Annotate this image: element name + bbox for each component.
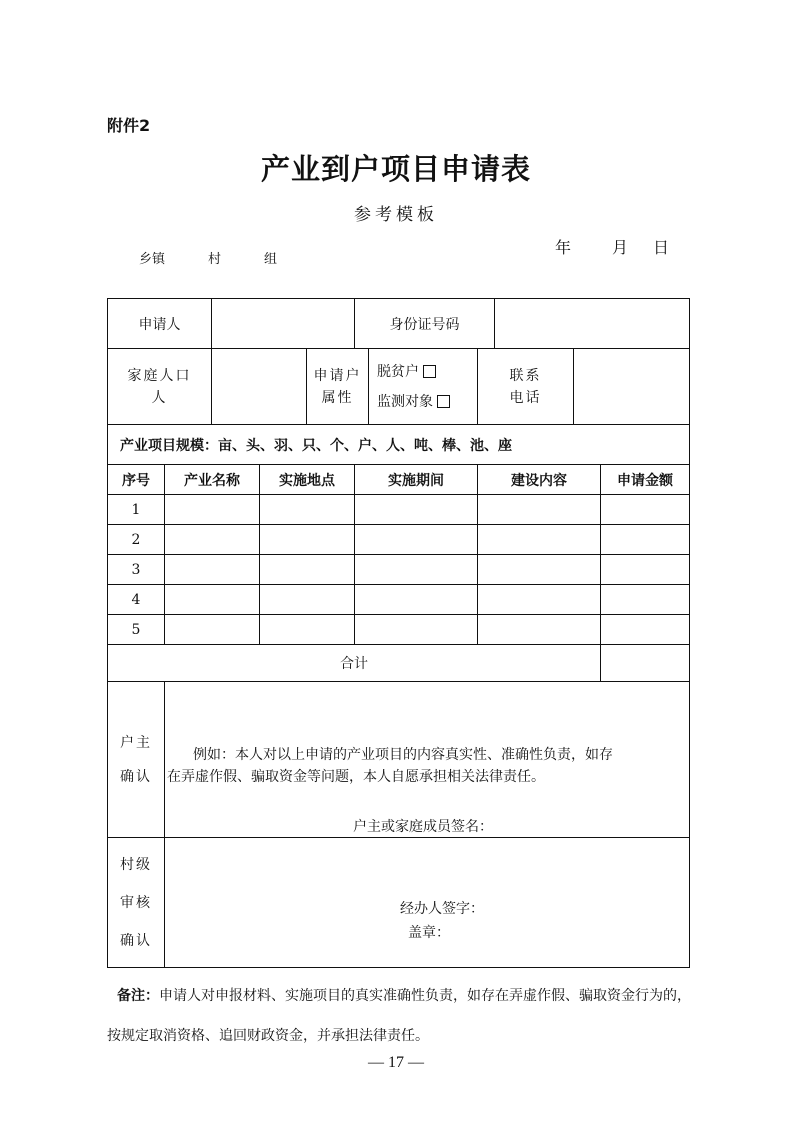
village-review-label-line1: 村级 [120, 856, 152, 873]
handler-signature-label: 经办人签字： [400, 901, 484, 917]
household-confirm-label-line1: 户主 [120, 734, 152, 751]
option-monitoring[interactable] [377, 394, 450, 410]
col-header-amount: 申请金额 [601, 465, 690, 495]
period-cell[interactable] [355, 555, 478, 585]
id-number-field[interactable] [495, 299, 690, 349]
project-header-row [108, 465, 690, 495]
col-header-serial: 序号 [108, 465, 165, 495]
phone-label-line1: 联系 [509, 367, 542, 384]
table-row [108, 555, 690, 585]
village-review-label [108, 838, 165, 968]
content-cell[interactable] [478, 525, 601, 555]
scale-row [108, 425, 690, 465]
seal-label: 盖章： [408, 925, 450, 941]
phone-label [478, 349, 574, 425]
col-header-period: 实施期间 [355, 465, 478, 495]
total-label: 合计 [108, 645, 601, 682]
page-number: — 17 — [368, 1054, 424, 1071]
household-population-label-line2: 人 [151, 389, 168, 406]
serial-cell: 5 [108, 615, 165, 645]
content-cell[interactable] [478, 585, 601, 615]
col-header-content: 建设内容 [478, 465, 601, 495]
applicant-attribute-label [307, 349, 369, 425]
day-label: 日 [653, 238, 670, 257]
industry-name-cell[interactable] [165, 585, 260, 615]
location-cell[interactable] [260, 615, 355, 645]
remark-text: 申请人对申报材料、实施项目的真实准确性负责，如存在弄虚作假、骗取资金行为的，按规定取消资格、追回财政资金，并承担法律责任。 [107, 988, 691, 1044]
location-cell[interactable] [260, 495, 355, 525]
location-cell[interactable] [260, 555, 355, 585]
industry-name-cell[interactable] [165, 495, 260, 525]
table-row [108, 615, 690, 645]
village-label: 村 [208, 252, 222, 267]
id-number-label: 身份证号码 [355, 299, 495, 349]
township-label: 乡镇 [139, 252, 166, 267]
attribute-options [369, 349, 478, 425]
year-label: 年 [555, 238, 572, 257]
remark-note [107, 976, 692, 1056]
amount-cell[interactable] [601, 615, 690, 645]
phone-label-line2: 电话 [509, 389, 542, 406]
month-label: 月 [612, 238, 629, 257]
household-population-label [108, 349, 212, 425]
form-title: 产业到户项目申请表 [260, 152, 531, 186]
location-cell[interactable] [260, 585, 355, 615]
period-cell[interactable] [355, 525, 478, 555]
household-confirm-content [165, 682, 690, 838]
col-header-location: 实施地点 [260, 465, 355, 495]
applicant-row [108, 299, 690, 349]
industry-name-cell[interactable] [165, 525, 260, 555]
serial-cell: 2 [108, 525, 165, 555]
village-review-label-line3: 确认 [120, 932, 152, 949]
option-poverty-relief-label: 脱贫户 [377, 363, 420, 380]
project-scale-units: 产业项目规模：亩、头、羽、只、个、户、人、吨、棒、池、座 [108, 425, 690, 465]
content-cell[interactable] [478, 555, 601, 585]
applicant-field[interactable] [212, 299, 355, 349]
option-monitoring-label: 监测对象 [377, 393, 434, 410]
household-confirm-label [108, 682, 165, 838]
household-population-field[interactable] [212, 349, 307, 425]
table-row [108, 585, 690, 615]
table-row [108, 495, 690, 525]
village-review-label-line2: 审核 [120, 894, 152, 911]
table-row [108, 525, 690, 555]
industry-name-cell[interactable] [165, 615, 260, 645]
applicant-label: 申请人 [108, 299, 212, 349]
serial-cell: 3 [108, 555, 165, 585]
amount-cell[interactable] [601, 525, 690, 555]
period-cell[interactable] [355, 495, 478, 525]
col-header-industry-name: 产业名称 [165, 465, 260, 495]
poverty-relief-checkbox[interactable] [423, 365, 436, 378]
location-cell[interactable] [260, 525, 355, 555]
option-poverty-relief[interactable] [377, 364, 436, 380]
form-subtitle: 参考模板 [354, 205, 438, 225]
content-cell[interactable] [478, 615, 601, 645]
period-cell[interactable] [355, 615, 478, 645]
amount-cell[interactable] [601, 555, 690, 585]
amount-cell[interactable] [601, 585, 690, 615]
serial-cell: 1 [108, 495, 165, 525]
content-cell[interactable] [478, 495, 601, 525]
serial-cell: 4 [108, 585, 165, 615]
household-population-label-line1: 家庭人口 [127, 367, 192, 384]
household-row [108, 349, 690, 425]
industry-name-cell[interactable] [165, 555, 260, 585]
attachment-label: 附件2 [107, 116, 151, 135]
total-row [108, 645, 690, 682]
phone-field[interactable] [574, 349, 690, 425]
declaration-line-1: 例如：本人对以上申请的产业项目的内容真实性、准确性负责，如存 [193, 747, 613, 763]
attribute-label-line1: 申请户 [313, 367, 362, 384]
declaration-line-2: 在弄虚作假、骗取资金等问题，本人自愿承担相关法律责任。 [167, 769, 545, 785]
group-label: 组 [264, 252, 278, 267]
village-review-content [165, 838, 690, 968]
household-confirm-label-line2: 确认 [120, 768, 152, 785]
total-amount-cell[interactable] [601, 645, 690, 682]
monitoring-checkbox[interactable] [437, 395, 450, 408]
amount-cell[interactable] [601, 495, 690, 525]
remark-label: 备注： [117, 988, 159, 1004]
application-form-table [107, 298, 690, 968]
village-review-row [108, 838, 690, 968]
period-cell[interactable] [355, 585, 478, 615]
household-confirm-row [108, 682, 690, 838]
household-signature-label: 户主或家庭成员签名： [353, 819, 493, 835]
attribute-label-line2: 属性 [321, 389, 354, 406]
